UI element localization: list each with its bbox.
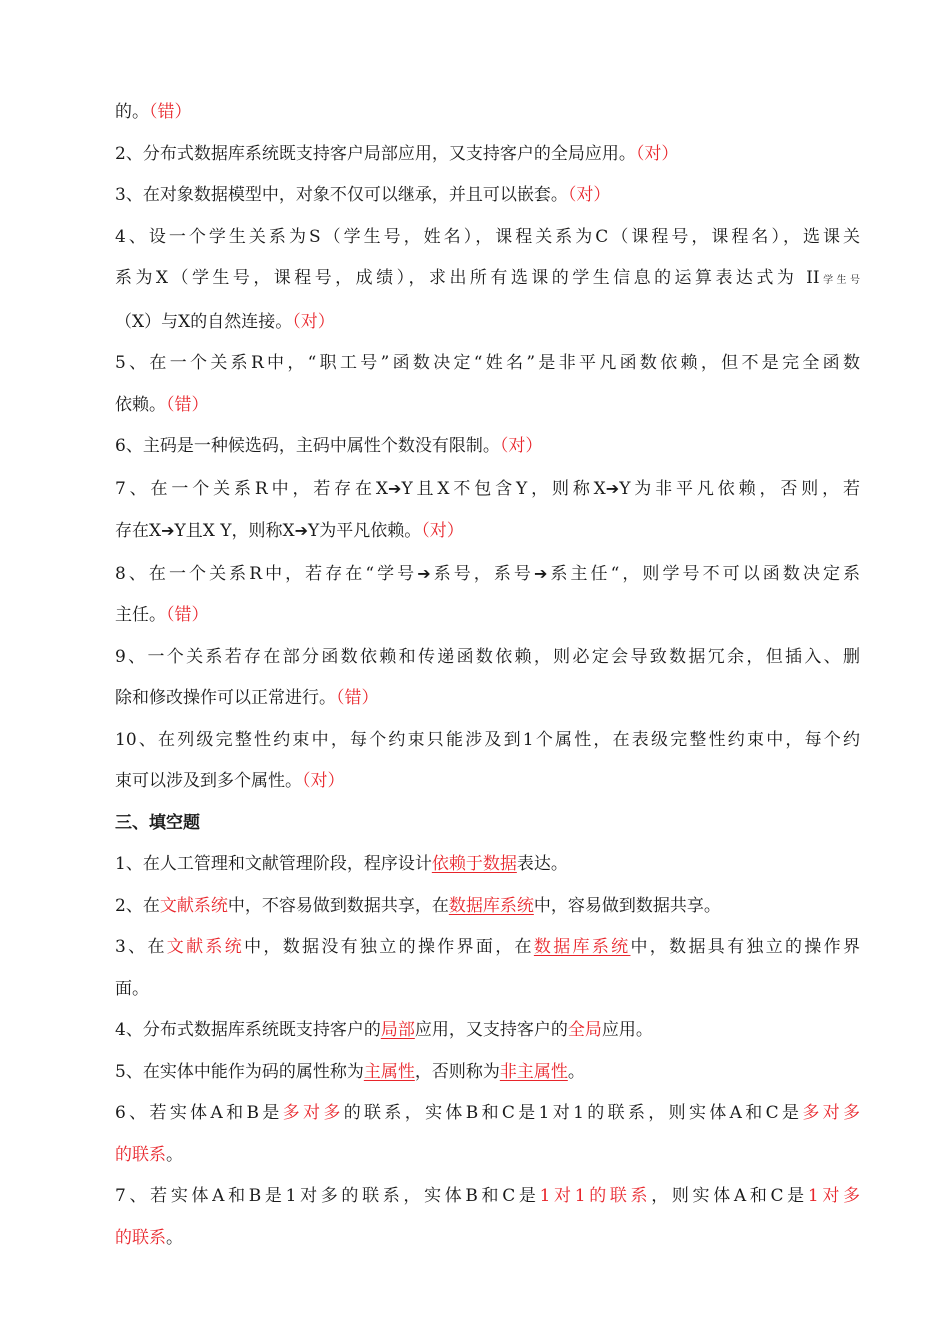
- arrow-icon: ➔: [533, 563, 548, 583]
- answer-mark: （对）: [499, 436, 543, 456]
- item-text-line: [115, 468, 860, 511]
- item-text: （X）与X的自然连接。: [115, 311, 293, 332]
- answer-mark: （对）: [421, 521, 464, 541]
- judgment-item-10: [115, 720, 860, 803]
- item-text-line: [115, 302, 860, 344]
- item-text: ，否则称为: [414, 1061, 500, 1082]
- judgment-item-4: [115, 217, 860, 344]
- item-text: 4、分布式数据库系统既支持客户的: [115, 1020, 381, 1040]
- item-text: 。: [166, 1227, 183, 1248]
- item-text-line: [115, 1093, 860, 1135]
- item-text: 中，数据具有独立的操作界: [630, 937, 861, 957]
- projection-subscript: 学生号: [819, 275, 861, 286]
- judgment-item-9: [115, 637, 860, 720]
- item-text: 5、在实体中能作为码的属性称为: [115, 1061, 364, 1082]
- arrow-icon: ➔: [417, 563, 431, 583]
- item-text: 存在X: [115, 521, 162, 541]
- item-text: Y且X不包含Y，则称X: [401, 478, 606, 499]
- item-text-line: [115, 678, 860, 720]
- fill-answer: 多对多: [802, 1103, 861, 1123]
- judgment-item-5: [115, 343, 860, 426]
- item-text-line: 10、在列级完整性约束中，每个约束只能涉及到1个属性，在表级完整性约束中，每个约: [115, 729, 860, 750]
- item-text: 2、分布式数据库系统既支持客户局部应用，又支持客户的全局应用。: [115, 143, 636, 164]
- arrow-icon: ➔: [605, 478, 620, 498]
- fill-answer: 的联系: [115, 1144, 166, 1165]
- item-text-line: [115, 761, 860, 803]
- fill-answer: 非主属性: [499, 1061, 568, 1082]
- fill-item-3: [115, 927, 860, 1010]
- item-text-line: 5、在一个关系R中，“职工号”函数决定“姓名”是非平凡函数依赖，但不是完全函数: [115, 353, 860, 373]
- fill-answer: 主属性: [363, 1061, 415, 1082]
- item-text: 系号，系号: [430, 563, 534, 584]
- answer-mark: （错）: [166, 394, 209, 415]
- judgment-item-7: [115, 468, 860, 553]
- answer-mark: （对）: [302, 771, 345, 791]
- item-text: 。: [166, 1144, 183, 1165]
- fill-answer: 局部: [380, 1020, 415, 1040]
- fill-answer: 依赖于数据: [431, 854, 517, 874]
- item-text: Y为平凡依赖。: [307, 521, 422, 541]
- section-title: 三、填空题: [115, 812, 200, 833]
- item-text-line: [115, 258, 860, 302]
- answer-mark: （错）: [149, 102, 192, 122]
- item-text-line: [115, 510, 860, 553]
- fill-answer: 文献系统: [159, 895, 228, 916]
- fill-answer: 全局: [567, 1020, 602, 1040]
- fill-item-2: [115, 886, 860, 928]
- item-text: 的联系，实体B和C是1对1的联系，则实体A和C是: [343, 1103, 803, 1123]
- item-text: Y为非平凡依赖，否则，若: [619, 478, 860, 499]
- fill-answer: 文献系统: [166, 937, 245, 957]
- item-text: 7、若实体A和B是1对多的联系，实体B和C是: [115, 1186, 540, 1206]
- item-text: 的。: [115, 102, 149, 122]
- answer-mark: （对）: [635, 143, 679, 164]
- fill-answer: 的联系: [115, 1227, 166, 1248]
- item-text: 应用。: [601, 1020, 653, 1040]
- item-text: 8、在一个关系R中，若存在“学号: [115, 563, 418, 584]
- item-text: Y且X Y，则称X: [174, 521, 295, 541]
- item-text: 3、在: [115, 937, 167, 957]
- item-text: 主任。: [115, 605, 166, 625]
- item-text: ，则实体A和C是: [651, 1186, 808, 1206]
- item-text: 系主任“，则学号不可以函数决定系: [547, 563, 860, 584]
- item-text: 6、主码是一种候选码，主码中属性个数没有限制。: [115, 436, 500, 456]
- fill-item-1: [115, 844, 860, 886]
- answer-mark: （对）: [567, 185, 611, 205]
- item-text: 1、在人工管理和文献管理阶段，程序设计: [115, 854, 432, 874]
- judgment-item-8: [115, 553, 860, 637]
- item-text-line: [115, 553, 860, 596]
- item-text: 束可以涉及到多个属性。: [115, 771, 302, 791]
- item-text: 依赖。: [115, 394, 166, 415]
- fill-answer: 1对多: [807, 1186, 860, 1206]
- judgment-item-1: [115, 92, 860, 134]
- item-text: 中，数据没有独立的操作界面，在: [244, 937, 534, 957]
- fill-item-6: [115, 1093, 860, 1176]
- answer-mark: （错）: [336, 688, 379, 708]
- item-text: 系为X（学生号，课程号，成绩），求出所有选课的学生信息的运算表达式为 II: [115, 268, 820, 288]
- item-text-line: [115, 595, 860, 637]
- fill-answer: 数据库系统: [533, 937, 631, 957]
- item-text: 6、若实体A和B是: [115, 1103, 283, 1123]
- answer-mark: （对）: [292, 311, 335, 332]
- fill-answer: 多对多: [282, 1103, 344, 1123]
- document-page: [115, 92, 860, 1259]
- item-text-line: 面。: [115, 978, 149, 999]
- item-text: 7、在一个关系R中，若存在X: [115, 478, 389, 499]
- arrow-icon: ➔: [294, 521, 308, 540]
- judgment-item-6: [115, 426, 860, 468]
- item-text-line: [115, 1218, 860, 1260]
- item-text: 除和修改操作可以正常进行。: [115, 688, 336, 708]
- item-text: 应用，又支持客户的: [414, 1020, 568, 1040]
- item-text: 中，不容易做到数据共享，在: [227, 895, 449, 916]
- item-text: 中，容易做到数据共享。: [533, 895, 721, 916]
- item-text-line: [115, 927, 860, 969]
- arrow-icon: ➔: [161, 521, 175, 540]
- fill-item-4: [115, 1010, 860, 1052]
- judgment-item-3: [115, 175, 860, 217]
- judgment-item-2: [115, 134, 860, 176]
- item-text-line: [115, 1176, 860, 1218]
- item-text: 2、在: [115, 895, 160, 916]
- fill-item-7: [115, 1176, 860, 1259]
- arrow-icon: ➔: [388, 478, 402, 498]
- item-text-line: [115, 1135, 860, 1177]
- item-text-line: 4、设一个学生关系为S（学生号，姓名），课程关系为C（课程号，课程名），选课关: [115, 226, 860, 247]
- item-text-line: [115, 385, 860, 427]
- fill-answer: 数据库系统: [448, 895, 534, 916]
- item-text: 。: [567, 1061, 585, 1082]
- item-text: 3、在对象数据模型中，对象不仅可以继承，并且可以嵌套。: [115, 185, 568, 205]
- item-text: 表达。: [516, 854, 568, 874]
- answer-mark: （错）: [166, 605, 209, 625]
- fill-item-5: [115, 1052, 860, 1094]
- item-text-line: 9、一个关系若存在部分函数依赖和传递函数依赖，则必定会导致数据冗余，但插入、删: [115, 646, 860, 667]
- fill-answer: 1对1的联系: [539, 1186, 652, 1206]
